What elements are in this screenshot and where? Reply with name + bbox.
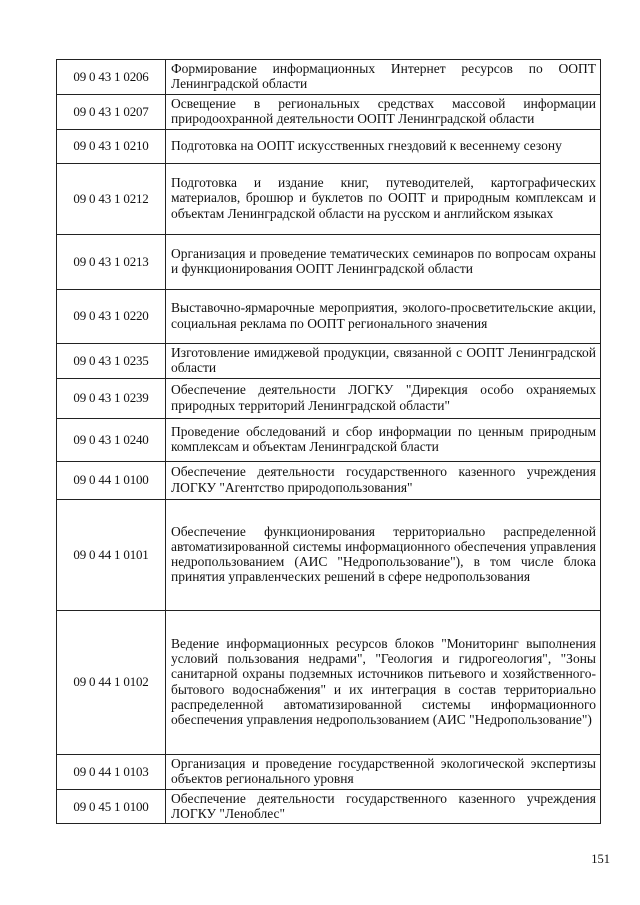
table-row <box>57 163 601 234</box>
row-description: Подготовка на ООПТ искусственных гнездовий к весеннему сезону <box>166 129 601 163</box>
table-row <box>57 60 601 95</box>
row-code: 09 0 44 1 0103 <box>57 754 166 789</box>
table-row <box>57 499 601 610</box>
table-row <box>57 234 601 289</box>
row-code: 09 0 43 1 0213 <box>57 234 166 289</box>
table-row <box>57 789 601 824</box>
table-row <box>57 610 601 754</box>
table-row <box>57 754 601 789</box>
row-code: 09 0 43 1 0207 <box>57 94 166 129</box>
row-description: Ведение информационных ресурсов блоков "Мониторинг выполнения условий пользования недрами", "Геология и гидрогеология", "Зоны санитарной охраны подземных источников питьевого и хозяйственного-бытового водоснабжения" и их интеграция в состав территориально распределенной автоматизированной системы информационного обеспечения управления недропользованием (АИС "Недропользование") <box>166 610 601 754</box>
budget-code-table <box>56 59 601 824</box>
row-code: 09 0 44 1 0100 <box>57 461 166 499</box>
row-description: Проведение обследований и сбор информации по ценным природным комплексам и объектам Ленинградской бласти <box>166 418 601 461</box>
row-code: 09 0 43 1 0206 <box>57 60 166 95</box>
table-row <box>57 94 601 129</box>
table-row <box>57 289 601 343</box>
row-code: 09 0 45 1 0100 <box>57 789 166 824</box>
row-description: Обеспечение деятельности государственного казенного учреждения ЛОГКУ "Леноблес" <box>166 789 601 824</box>
row-description: Изготовление имиджевой продукции, связанной с ООПТ Ленинградской области <box>166 343 601 378</box>
row-code: 09 0 44 1 0102 <box>57 610 166 754</box>
row-code: 09 0 44 1 0101 <box>57 499 166 610</box>
row-description: Подготовка и издание книг, путеводителей, картографических материалов, брошюр и буклетов по ООПТ и природным комплексам и объектам Ленинградской области на русском и английском языках <box>166 163 601 234</box>
table-row <box>57 129 601 163</box>
table-row <box>57 461 601 499</box>
row-description: Формирование информационных Интернет ресурсов по ООПТ Ленинградской области <box>166 60 601 95</box>
row-description: Обеспечение функционирования территориально распределенной автоматизированной системы информационного обеспечения управления недропользованием (АИС "Недропользование"), в том числе блока принятия управленческих решений в сфере недропользования <box>166 499 601 610</box>
row-description: Организация и проведение тематических семинаров по вопросам охраны и функционирования ООПТ Ленинградской области <box>166 234 601 289</box>
row-description: Обеспечение деятельности государственного казенного учреждения ЛОГКУ "Агентство природопользования" <box>166 461 601 499</box>
table-row <box>57 418 601 461</box>
row-code: 09 0 43 1 0239 <box>57 378 166 418</box>
row-description: Освещение в региональных средствах массовой информации природоохранной деятельности ООПТ Ленинградской области <box>166 94 601 129</box>
table-row <box>57 378 601 418</box>
row-code: 09 0 43 1 0240 <box>57 418 166 461</box>
row-code: 09 0 43 1 0235 <box>57 343 166 378</box>
row-code: 09 0 43 1 0210 <box>57 129 166 163</box>
row-code: 09 0 43 1 0220 <box>57 289 166 343</box>
row-description: Организация и проведение государственной экологической экспертизы объектов регионального уровня <box>166 754 601 789</box>
row-code: 09 0 43 1 0212 <box>57 163 166 234</box>
row-description: Выставочно-ярмарочные мероприятия, эколого-просветительские акции, социальная реклама по ООПТ регионального значения <box>166 289 601 343</box>
page-number: 151 <box>591 852 610 866</box>
row-description: Обеспечение деятельности ЛОГКУ "Дирекция особо охраняемых природных территорий Ленинградской области" <box>166 378 601 418</box>
table-row <box>57 343 601 378</box>
